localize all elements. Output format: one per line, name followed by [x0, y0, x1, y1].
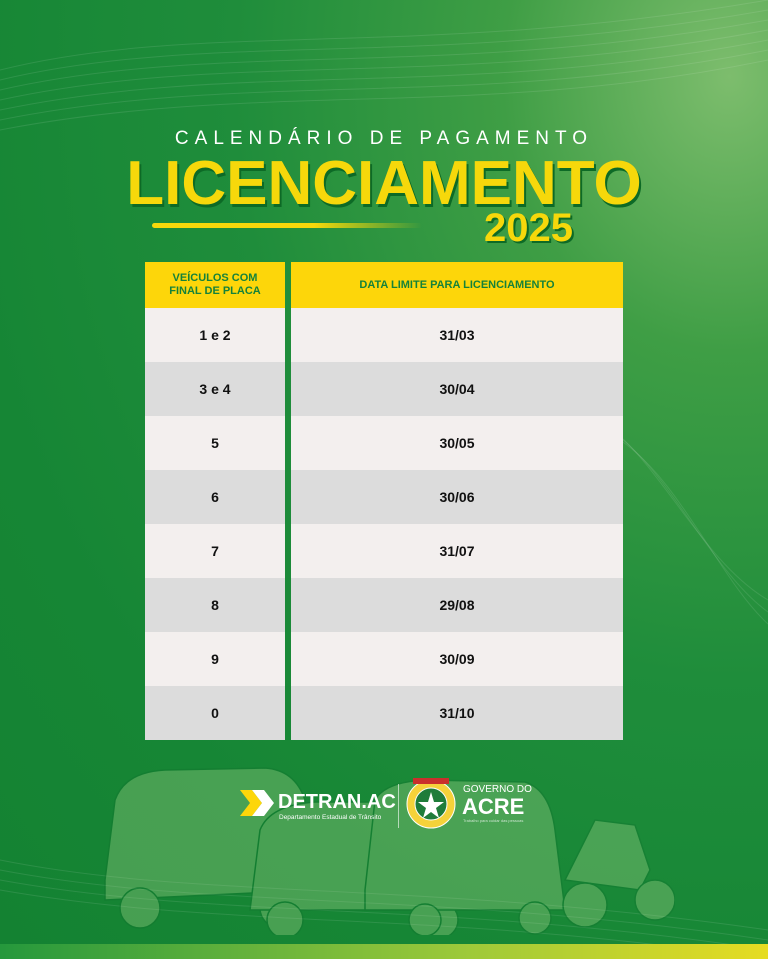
footer-logos	[238, 776, 538, 836]
date-cell: 31/03	[291, 308, 623, 362]
plate-cell: 3 e 4	[145, 362, 285, 416]
subtitle: CALENDÁRIO DE PAGAMENTO	[174, 128, 594, 149]
detran-name: DETRAN.AC	[278, 791, 396, 813]
title-underline	[152, 223, 422, 228]
plate-cell: 6	[145, 470, 285, 524]
table-row	[145, 362, 623, 416]
date-cell: 31/10	[291, 686, 623, 740]
date-cell: 30/06	[291, 470, 623, 524]
date-cell: 30/05	[291, 416, 623, 470]
column-header-plate: VEÍCULOS COM FINAL DE PLACA	[145, 262, 285, 308]
logo-divider	[398, 784, 399, 828]
table-row	[145, 632, 623, 686]
plate-cell: 9	[145, 632, 285, 686]
date-cell: 30/04	[291, 362, 623, 416]
year-label: 2025	[484, 206, 573, 250]
table-row	[145, 416, 623, 470]
government-label: GOVERNO DO	[463, 784, 532, 795]
state-name: ACRE	[462, 794, 525, 819]
table-row	[145, 686, 623, 740]
chevron-logo-icon	[238, 788, 274, 818]
licensing-table	[145, 262, 623, 740]
bottom-color-bar	[0, 944, 768, 959]
detran-subtitle: Departamento Estadual de Trânsito	[279, 814, 382, 821]
table-row	[145, 308, 623, 362]
government-tagline: Trabalho para cuidar das pessoas	[463, 818, 524, 823]
plate-cell: 8	[145, 578, 285, 632]
date-cell: 30/09	[291, 632, 623, 686]
plate-cell: 0	[145, 686, 285, 740]
table-row	[145, 578, 623, 632]
table-header	[145, 262, 623, 308]
table-row	[145, 470, 623, 524]
page-title: LICENCIAMENTO	[126, 149, 642, 218]
table-row	[145, 524, 623, 578]
plate-cell: 1 e 2	[145, 308, 285, 362]
date-cell: 31/07	[291, 524, 623, 578]
state-crest-icon	[404, 776, 458, 832]
column-header-date: DATA LIMITE PARA LICENCIAMENTO	[291, 262, 623, 308]
date-cell: 29/08	[291, 578, 623, 632]
plate-cell: 5	[145, 416, 285, 470]
plate-cell: 7	[145, 524, 285, 578]
